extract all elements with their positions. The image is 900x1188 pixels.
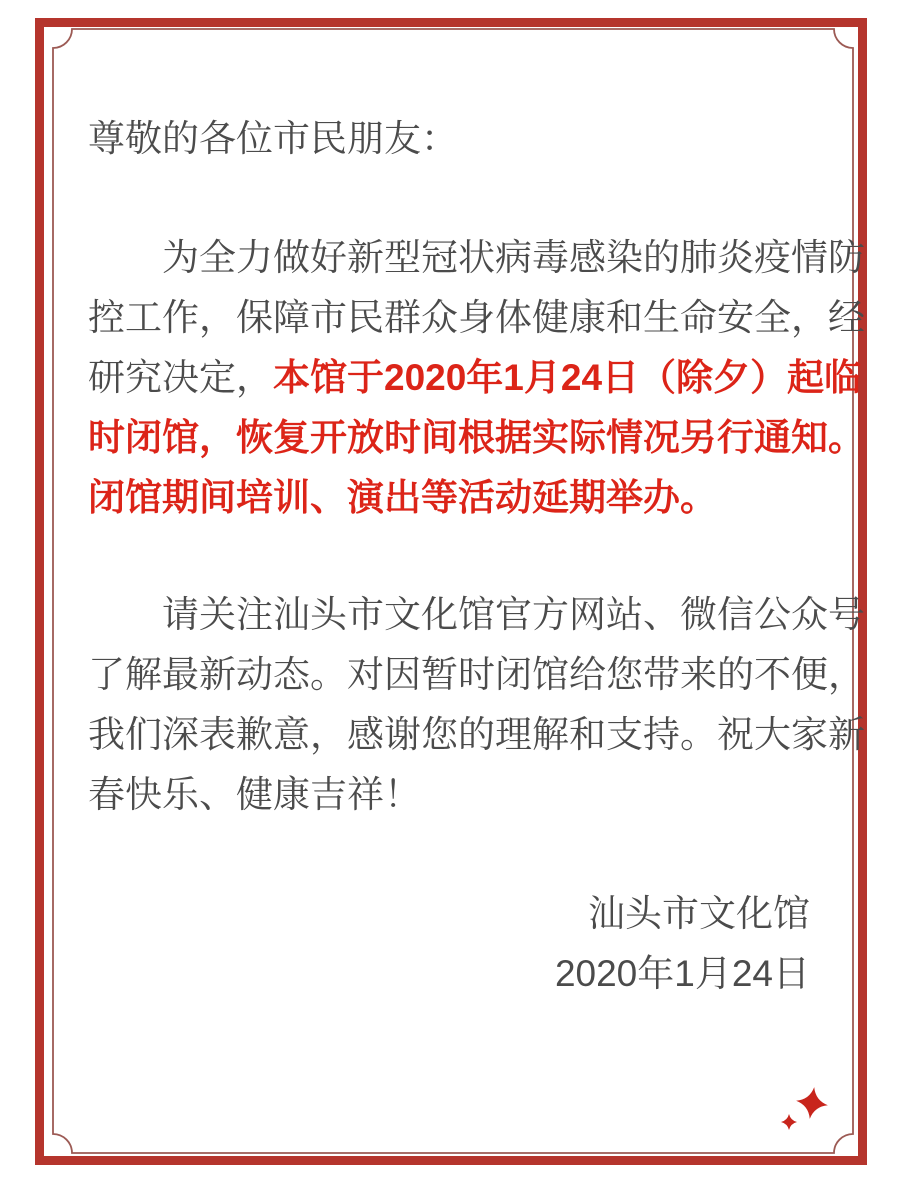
sparkle-large-icon	[794, 1085, 830, 1121]
notice-body	[88, 228, 865, 825]
notice-text: 研究决定，	[88, 357, 273, 398]
notice-line	[88, 228, 865, 288]
notice-line	[88, 348, 862, 408]
notice-line	[88, 408, 865, 468]
notice-line	[88, 585, 865, 645]
notice-line	[88, 645, 865, 705]
signature-block	[555, 884, 810, 1004]
notice-text: 为全力做好新型冠状病毒感染的肺炎疫情防	[88, 237, 865, 278]
notice-text: 了解最新动态。对因暂时闭馆给您带来的不便，	[88, 654, 865, 695]
notice-text: 春快乐、健康吉祥！	[88, 774, 421, 815]
notice-line	[88, 705, 865, 765]
notice-line	[88, 765, 812, 825]
notice-line	[88, 288, 865, 348]
greeting-text: 尊敬的各位市民朋友：	[88, 118, 458, 159]
notice-paragraph	[88, 585, 865, 825]
notice-text: 控工作，保障市民群众身体健康和生命安全，经	[88, 297, 865, 338]
notice-text: 请关注汕头市文化馆官方网站、微信公众号	[88, 594, 865, 635]
signature-name: 汕头市文化馆	[588, 893, 810, 934]
sparkle-decoration	[760, 1075, 850, 1150]
notice-text: 我们深表歉意，感谢您的理解和支持。祝大家新	[88, 714, 865, 755]
notice-highlight-text: 闭馆期间培训、演出等活动延期举办。	[88, 477, 717, 518]
notice-line	[88, 468, 812, 528]
notice-highlight-text: 时闭馆，恢复开放时间根据实际情况另行通知。	[88, 417, 865, 458]
notice-paragraph	[88, 228, 865, 528]
notice-highlight-text: 本馆于2020年1月24日（除夕）起临	[273, 357, 862, 398]
signature-date: 2020年1月24日	[554, 953, 810, 994]
sparkle-small-icon	[781, 1114, 797, 1130]
